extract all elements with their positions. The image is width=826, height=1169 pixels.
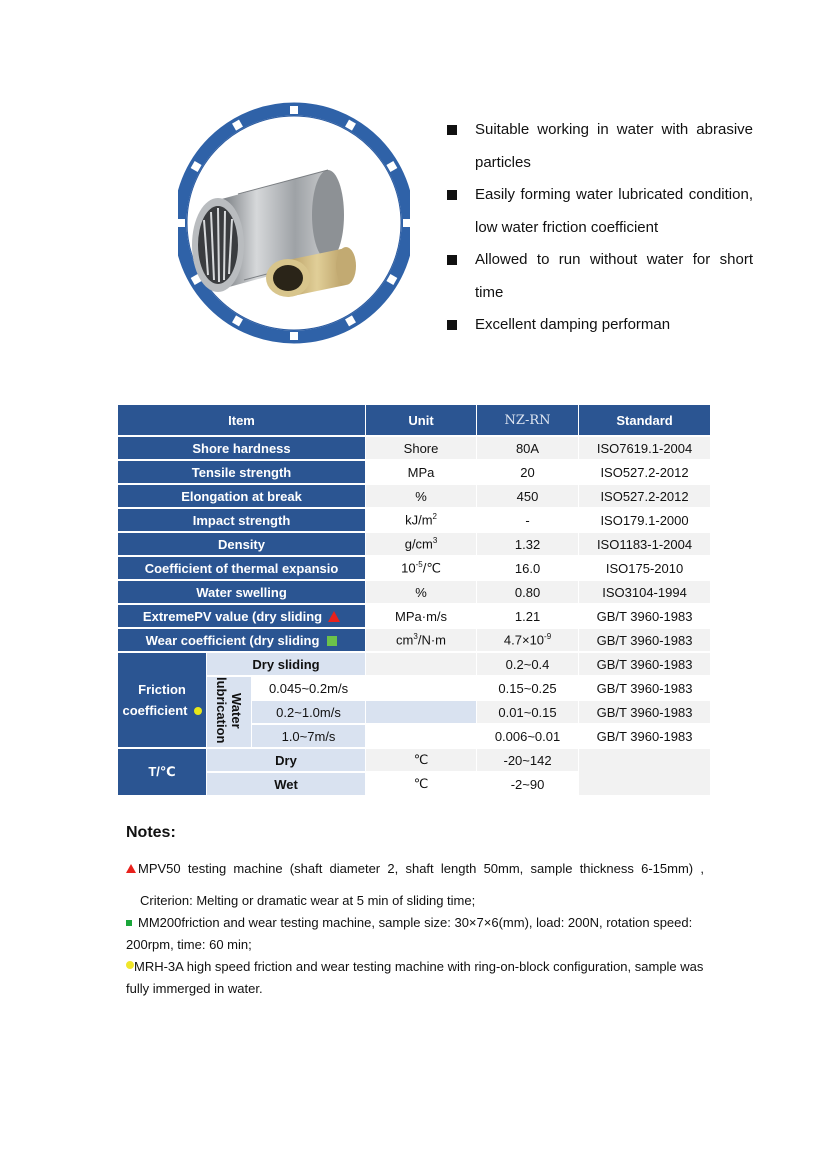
note-wear: MM200friction and wear testing machine, sample size: 30×7×6(mm), load: 200N, rotation speed: 200rpm, time: 60 min; [126,915,693,952]
table-row [118,485,710,509]
green-square-icon [126,920,132,926]
row-unit: $10^{-5}/℃$ [366,557,476,581]
row-standard: ISO3104-1994 [579,581,710,605]
speed-range: 0.2~1.0m/s [252,701,365,725]
square-bullet-icon [447,320,457,330]
row-standard: ISO175-2010 [579,557,710,581]
row-standard: GB/T 3960-1983 [579,725,710,749]
note-friction: MRH-3A high speed friction and wear testing machine with ring-on-block configuration, sample was fully immerged in water. [126,959,704,996]
temperature-row [118,749,710,773]
feature-item: Excellent damping performan [446,309,753,342]
table-row [118,629,710,653]
row-value: 0.01~0.15 [477,701,578,725]
water-lubrication-label: Water lubrication [207,677,251,749]
row-unit: MPa [366,461,476,485]
row-unit: ℃ [366,773,476,797]
row-unit: % [366,581,476,605]
notes-title: Notes: [126,824,176,841]
row-standard: GB/T 3960-1983 [579,605,710,629]
table-row [118,509,710,533]
header-grade: NZ-RN [477,405,578,437]
header-item: Item [118,405,365,437]
header-standard: Standard [579,405,710,437]
table-row [118,581,710,605]
row-unit: $g/cm^3$ [366,533,476,557]
spec-table [117,405,711,797]
table-row [118,461,710,485]
row-item: Density [118,533,365,557]
temperature-label: T/℃ [118,749,206,797]
row-value: 80A [477,437,578,461]
row-standard: GB/T 3960-1983 [579,677,710,701]
row-value: 0.2~0.4 [477,653,578,677]
row-item: Shore hardness [118,437,365,461]
dry-sliding-label: Dry sliding [207,653,365,677]
table-row [118,533,710,557]
row-value: $4.7\times 10^{-9}$ [477,629,578,653]
row-unit: ℃ [366,749,476,773]
row-standard: GB/T 3960-1983 [579,653,710,677]
row-standard: ISO527.2-2012 [579,461,710,485]
row-unit: MPa·m/s [366,605,476,629]
row-value: 0.15~0.25 [477,677,578,701]
row-unit [366,653,476,677]
green-square-icon [327,636,337,646]
square-bullet-icon [447,190,457,200]
row-item: Wear coefficient (dry sliding [118,629,365,653]
friction-row-water [118,677,710,701]
note-pv-criterion: Criterion: Melting or dramatic wear at 5 min of sliding time; [140,893,476,908]
header-unit: Unit [366,405,476,437]
row-value: 20 [477,461,578,485]
row-value: 1.21 [477,605,578,629]
row-unit [366,677,476,701]
yellow-dot-icon [194,707,202,715]
square-bullet-icon [447,125,457,135]
row-unit: $cm^3/N\cdot m$ [366,629,476,653]
feature-list [446,114,753,342]
table-row [118,437,710,461]
table-header-row [118,405,710,437]
row-unit: % [366,485,476,509]
red-triangle-icon [328,611,340,622]
row-unit: Shore [366,437,476,461]
row-item: Elongation at break [118,485,365,509]
row-unit: $kJ/m^2$ [366,509,476,533]
row-item: Water swelling [118,581,365,605]
row-value: 0.80 [477,581,578,605]
row-unit [366,701,476,725]
condition-label: Dry [207,749,365,773]
feature-item: Easily forming water lubricated condition, low water friction coefficient [446,179,753,244]
row-standard [579,749,710,797]
row-value: 450 [477,485,578,509]
row-standard: ISO527.2-2012 [579,485,710,509]
speed-range: 1.0~7m/s [252,725,365,749]
row-standard: ISO7619.1-2004 [579,437,710,461]
row-value: -20~142 [477,749,578,773]
red-triangle-icon [126,864,136,873]
note-pv: MPV50 testing machine (shaft diameter 2, shaft length 50mm, sample thickness 6-15mm) , [126,858,704,880]
row-value: 0.006~0.01 [477,725,578,749]
notes-body [126,858,704,1000]
friction-label: Friction coefficient [118,653,206,749]
feature-item: Allowed to run without water for short time [446,244,753,309]
row-item: Tensile strength [118,461,365,485]
row-item: Coefficient of thermal expansio [118,557,365,581]
product-figure [178,100,410,346]
row-standard: ISO179.1-2000 [579,509,710,533]
yellow-dot-icon [126,961,134,969]
row-standard: GB/T 3960-1983 [579,701,710,725]
speed-range: 0.045~0.2m/s [252,677,365,701]
square-bullet-icon [447,255,457,265]
friction-row-dry [118,653,710,677]
row-value: - [477,509,578,533]
row-item: Impact strength [118,509,365,533]
table-row [118,557,710,581]
row-unit [366,725,476,749]
row-standard: GB/T 3960-1983 [579,629,710,653]
row-item: ExtremePV value (dry sliding [118,605,365,629]
row-standard: ISO1183-1-2004 [579,533,710,557]
condition-label: Wet [207,773,365,797]
table-row [118,605,710,629]
feature-item: Suitable working in water with abrasive particles [446,114,753,179]
row-value: 16.0 [477,557,578,581]
row-value: -2~90 [477,773,578,797]
row-value: 1.32 [477,533,578,557]
